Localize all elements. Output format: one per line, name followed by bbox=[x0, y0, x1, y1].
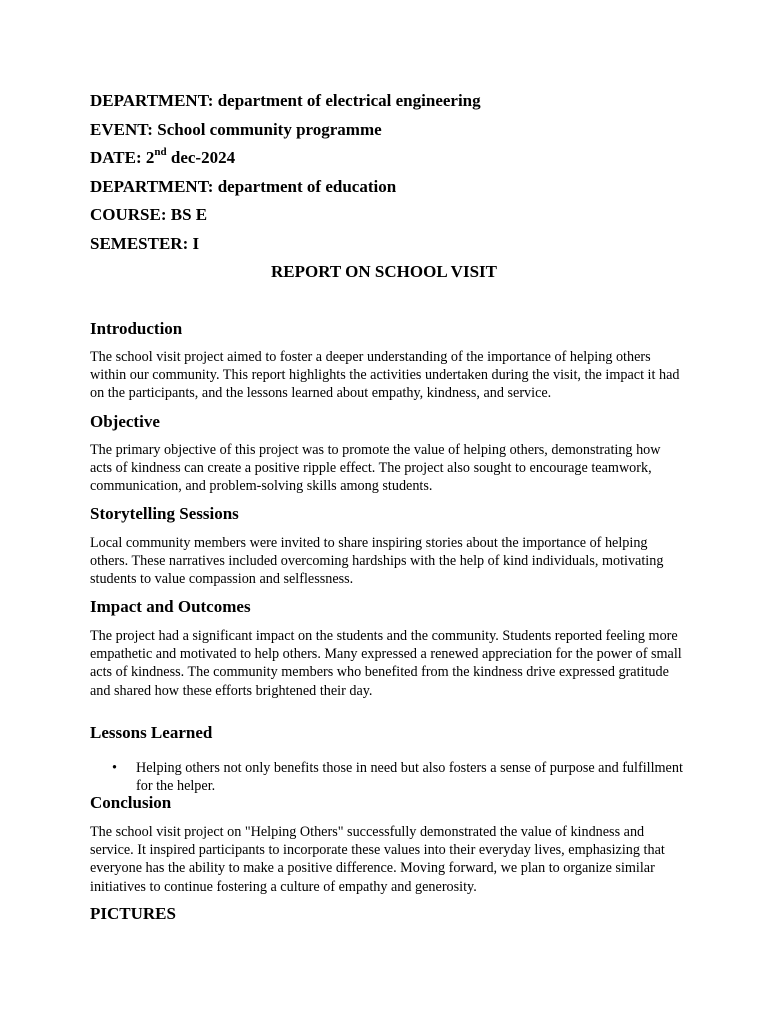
department2-label: DEPARTMENT: bbox=[90, 177, 214, 196]
course-value: BS E bbox=[170, 205, 208, 224]
pictures-heading: PICTURES bbox=[90, 904, 176, 923]
storytelling-heading: Storytelling Sessions bbox=[90, 504, 239, 523]
introduction-text: The school visit project aimed to foster a deeper understanding of the importance of helping others within our community. This report highlights the activities undertaken during the visit, the impact it had on the participants, and the lessons learned about empathy, kindness, and service. bbox=[90, 349, 680, 402]
date-suffix: nd bbox=[154, 146, 167, 159]
impact-text: The project had a significant impact on the students and the community. Students reported feeling more empathetic and motivated to help others. Many expressed a renewed appreciation for the power of small acts of kindness. The community members who benefited from the kindness drive expressed gratitude and shared how these efforts brightened their day. bbox=[90, 628, 682, 699]
lessons-heading: Lessons Learned bbox=[90, 723, 213, 742]
semester-label: SEMESTER: bbox=[90, 234, 189, 253]
storytelling-text: Local community members were invited to share inspiring stories about the importance of helping others. These narratives included overcoming hardships with the help of kind individuals, motivating students to value compassion and selflessness. bbox=[90, 535, 664, 588]
department-value: department of electrical engineering bbox=[217, 91, 481, 110]
objective-text: The primary objective of this project was to promote the value of helping others, demonstrating how acts of kindness can create a positive ripple effect. The project also sought to encourage teamwork, communication, and problem-solving skills among students. bbox=[90, 442, 661, 495]
date-rest: dec-2024 bbox=[170, 148, 236, 167]
report-title: REPORT ON SCHOOL VISIT bbox=[271, 262, 497, 281]
department-line bbox=[90, 91, 481, 111]
event-label: EVENT: bbox=[90, 120, 153, 139]
course-line bbox=[90, 205, 207, 225]
semester-value: I bbox=[192, 234, 200, 253]
department-label: DEPARTMENT: bbox=[90, 91, 214, 110]
introduction-heading: Introduction bbox=[90, 319, 183, 338]
bullet-icon: • bbox=[112, 760, 117, 776]
lessons-item-text: Helping others not only benefits those in need but also fosters a sense of purpose and fulfillment for the helper. bbox=[136, 760, 683, 795]
department2-value: department of education bbox=[217, 177, 397, 196]
list-item bbox=[90, 759, 686, 795]
event-value: School community programme bbox=[157, 120, 382, 139]
date-label: DATE: bbox=[90, 148, 142, 167]
date-day: 2 bbox=[145, 148, 155, 167]
semester-line bbox=[90, 234, 199, 254]
conclusion-text: The school visit project on "Helping Others" successfully demonstrated the value of kindness and service. It inspired participants to incorporate these values into their everyday lives, emphasizing that everyone has the ability to make a positive difference. Moving forward, we plan to organize similar initiatives to continue fostering a culture of empathy and generosity. bbox=[90, 824, 665, 895]
event-line bbox=[90, 120, 382, 140]
lessons-list bbox=[90, 759, 686, 795]
date-line bbox=[90, 148, 235, 168]
conclusion-heading: Conclusion bbox=[90, 793, 172, 812]
impact-heading: Impact and Outcomes bbox=[90, 597, 251, 616]
course-label: COURSE: bbox=[90, 205, 167, 224]
objective-heading: Objective bbox=[90, 412, 160, 431]
department2-line bbox=[90, 177, 396, 197]
